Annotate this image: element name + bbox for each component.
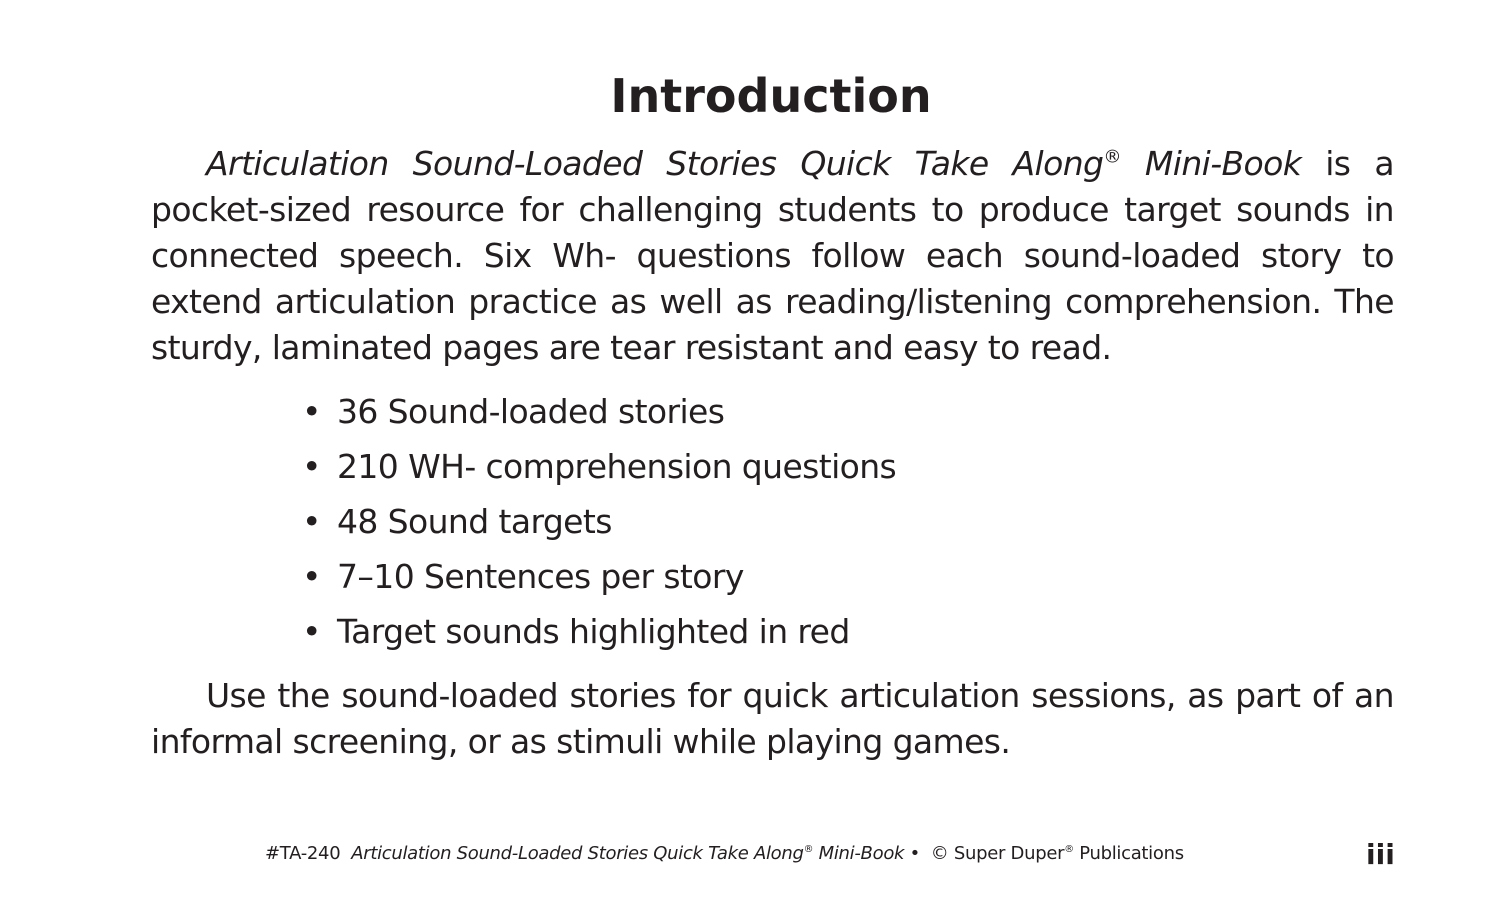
feature-list — [302, 384, 896, 659]
product-code: #TA-240 — [265, 843, 341, 864]
feature-text: Target sounds highlighted in red — [337, 612, 850, 651]
feature-text: 48 Sound targets — [337, 502, 612, 541]
feature-list-item — [302, 604, 896, 659]
page-title: Introduction — [610, 69, 932, 123]
feature-text: 7–10 Sentences per story — [337, 557, 744, 596]
intro-paragraph — [151, 141, 1394, 371]
registered-mark: ® — [1103, 146, 1121, 168]
book-title-text: Articulation Sound-Loaded Stories Quick Take Along — [206, 144, 1104, 183]
feature-text: 210 WH- comprehension questions — [337, 447, 897, 486]
bullet-icon: • — [302, 557, 321, 596]
bullet-icon: • — [302, 612, 321, 651]
publisher-registered-mark: ® — [1064, 844, 1074, 856]
feature-list-item — [302, 384, 896, 439]
footer-book-title — [351, 843, 904, 864]
intro-text: is a pocket-sized resource for challenging students to produce target sounds in connected speech. Six Wh- questions follow each sound-loaded story to extend articulation practice as well as reading/listening comprehension. The sturdy, laminated pages are tear resistant and easy to read. — [151, 144, 1394, 367]
page-footer — [265, 840, 1184, 868]
footer-registered-mark: ® — [803, 844, 814, 856]
bullet-icon: • — [302, 502, 321, 541]
book-title — [206, 144, 1301, 183]
feature-text: 36 Sound-loaded stories — [337, 392, 725, 431]
page-number: iii — [1366, 838, 1395, 871]
feature-list-item — [302, 549, 896, 604]
feature-list-item — [302, 494, 896, 549]
publisher-suffix: Publications — [1073, 843, 1184, 864]
closing-paragraph: Use the sound-loaded stories for quick articulation sessions, as part of an informal screening, or as stimuli while playing games. — [151, 676, 1394, 761]
footer-book-title-suffix: Mini-Book — [813, 843, 905, 864]
book-title-suffix: Mini-Book — [1120, 144, 1302, 183]
copyright-text: © Super Duper — [930, 843, 1065, 864]
bullet-icon: • — [302, 392, 321, 431]
footer-separator: • — [909, 843, 920, 864]
bullet-icon: • — [302, 447, 321, 486]
feature-list-item — [302, 439, 896, 494]
footer-book-title-text: Articulation Sound-Loaded Stories Quick Take Along — [351, 843, 804, 864]
